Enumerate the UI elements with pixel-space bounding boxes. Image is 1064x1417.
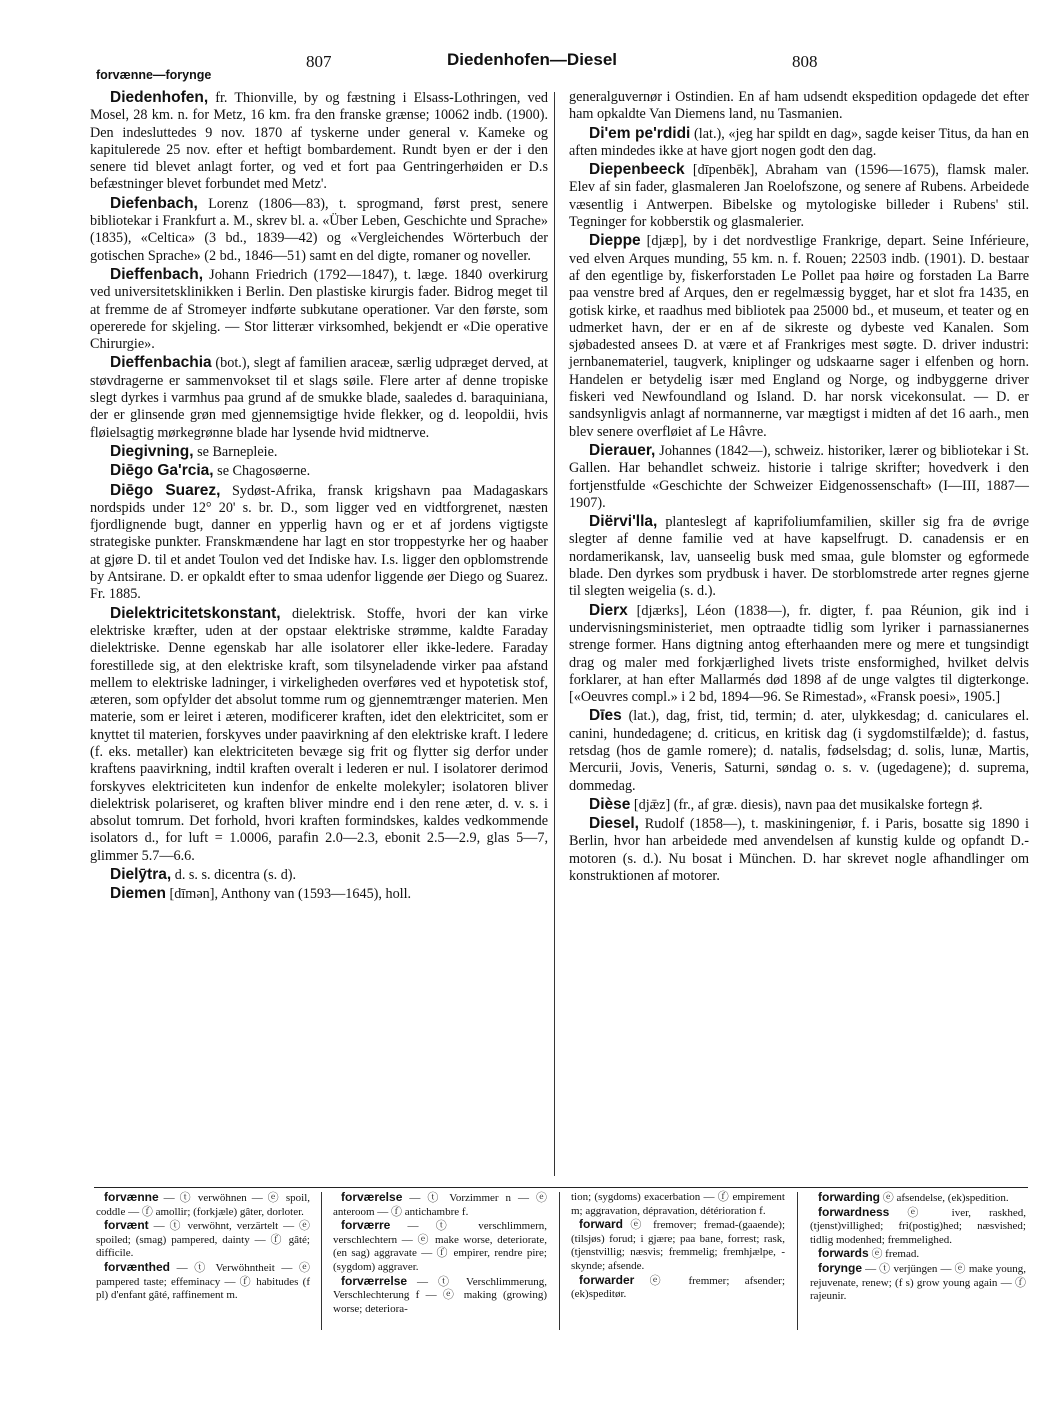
entry-head: Diërvi'lla, xyxy=(589,513,658,531)
entry xyxy=(90,885,548,903)
page-number-left: 807 xyxy=(306,52,332,71)
entry-body: Lorenz (1806—83), t. sprogmand, først prest, senere bibliotekar i Frankfurt a. M., skrev bl. a. «Über Leben, Geschichte und Sprache» (1835), «Celtica» (3 bd., 1839—42) og «Vergleichendes Wörterbuch der gotischen Sprache» (2 bd., 1846—51) samt en del digte, romaner og noveller. xyxy=(90,195,548,264)
footer-entry-head: forværrelse xyxy=(341,1273,408,1288)
footer-entry xyxy=(96,1219,310,1261)
footer-entry-body: — ⓣ verschlimmern, verschlechtern — ⓔ make worse, deteriorate, (en sag) aggravate — ⓕ empirer, rendre pire; (sygdom) aggraver. xyxy=(333,1220,548,1273)
entry-body: (lat.), dag, frist, tid, termin; d. ater, ulykkesdag; d. caniculares el. canini, hundedagene; d. criticus, en kritisk dag (i sygdomstilfælde); d. fastus, retsdag (hos de gamle romere); d. natalis, fødselsdag; d. solis, lunæ, Martis, Mercurii, Jovis, Veneris, Saturni, søndag o. s. v. (ugedagene); d. suprema, dommedag. xyxy=(569,708,1029,794)
footer-column-2 xyxy=(333,1191,547,1316)
footer-rule xyxy=(94,1187,1028,1188)
footer-entry-head: forwarding xyxy=(818,1190,880,1204)
footer-range-label: forvænne—forynge xyxy=(96,68,212,82)
entry xyxy=(569,513,1029,600)
entry-body: [dīmən], Anthony van (1593—1645), holl. xyxy=(169,886,412,903)
entry-body: [djærks], Léon (1838—), fr. digter, f. paa Réunion, gik ind i undervisningsministeriet, men optraadte tidlig som lyriker i parnassianernes strenge former. Hans digtning antog efterhaanden mere og mere et tungsindigt drag og maler med forkjærlighed livets triste ensformighed, hvilket delvis forklarer, at han efter Mallarmés død 1898 af de unge valgtes til digterkonge. [«Oeuvres compl.» i 2 bd, 1894—96. Se Rimestad», «Fransk poesi», 1905.] xyxy=(569,602,1029,706)
footer-entry-body: ⓔ fremad. xyxy=(871,1248,920,1261)
footer-entry xyxy=(810,1191,1026,1206)
entry-head: Diemen xyxy=(110,885,166,903)
footer-divider xyxy=(559,1192,560,1330)
footer-entry xyxy=(333,1219,547,1274)
entry-head: Dieppe xyxy=(589,232,641,250)
footer-entry-head: forvænt xyxy=(104,1218,149,1233)
footer-entry xyxy=(96,1261,310,1303)
footer-entry-body: — ⓣ verwöhnt, verzärtelt — ⓔ spoiled; (smag) pampered, dainty — ⓕ gâté; difficile. xyxy=(96,1220,311,1260)
entry-body: Johann Friedrich (1792—1847), t. læge. 1840 overkirurg ved universitetsklinikken i Berlin. Den plastiske kirurgis fader. Bidrog meget til at fremme de af Stromeyer indførte subkutane operationer. Var den første, som opererede for skjeling. — Stor litterær virksomhed, bekjendt er «Die operative Chirurgie». xyxy=(90,266,549,353)
footer-entry xyxy=(571,1274,785,1302)
entry xyxy=(569,707,1029,794)
entry-head: Diepenbeeck xyxy=(589,161,685,179)
footer-entry-body: ⓔ iver, raskhed, (tjenst)villighed; fri(postig)hed; næsvished; tidlig modenhed; fremmelighed. xyxy=(810,1206,1027,1246)
entry-head: Dieffenbach, xyxy=(110,265,204,283)
entry-head: Dieffenbachia xyxy=(110,354,212,372)
entry xyxy=(90,482,548,604)
entry-head: Di'em pe'rdidi xyxy=(589,124,691,142)
footer-entry-body: — ⓣ verwöhnen — ⓔ spoil, coddle — ⓕ amollir; (forkjæle) gâter, dorloter. xyxy=(96,1192,311,1218)
entry-body: Johannes (1842—), schweiz. historiker, lærer og bibliotekar i St. Gallen. Har behandlet schweiz. historie i talrige skrifter; hovedverk i den fortjenstfulde «Geschichte der Schweizer Eidgenossenschaft» (I—III, 1887—1907). xyxy=(569,442,1029,511)
footer-entry-head: forward xyxy=(579,1217,624,1232)
entry xyxy=(90,89,548,194)
entry xyxy=(569,796,1029,814)
footer-entry-body: ⓔ afsendelse, (ek)spedition. xyxy=(882,1192,1009,1204)
entry xyxy=(569,442,1029,512)
footer-entry-head: forwardness xyxy=(818,1204,890,1219)
footer-entry xyxy=(333,1191,547,1219)
entry-body: (lat.), «jeg har spildt en dag», sagde keiser Titus, da han en aften mindedes ikke at have gjort nogen godt den dag. xyxy=(569,125,1030,159)
entry-head: Dierx xyxy=(589,601,628,619)
left-column xyxy=(90,89,548,905)
footer-entry xyxy=(333,1275,547,1317)
footer-divider xyxy=(797,1192,798,1330)
entry-body: fr. Thionville, by og fæstning i Elsass-Lothringen, ved Mosel, 28 km. n. for Metz, 16 km. fra den franske grænse; 10062 indb. (1900). Den indesluttedes 9 nov. 1870 af tyskerne under general v. Kameke og kapitulerede 25 nov. efter et heftigt bombardement. Rundt byen er der i den senere tid blevet anlagt forter, og ved et fort paa Gentringerhøiden er D.s befæstninger blevet forbundet med Metz'. xyxy=(90,90,548,193)
footer-entry-body: — ⓣ verjüngen — ⓔ make young, rejuvenate, renew; (f s) grow young again — ⓕ rajeunir. xyxy=(810,1262,1026,1303)
entry xyxy=(569,815,1029,885)
footer-entry-body: — ⓣ Vorzimmer n — ⓔ anteroom — ⓕ antichambre f. xyxy=(333,1192,547,1218)
entry-body: Rudolf (1858—), t. maskiningeniør, f. i Paris, bosatte sig 1890 i Berlin, hvor han arbeidede med anvendelsen af kunstig kulde og opfandt D.-motoren (s. d.). Nu bosat i München. D. har skrevet nogle afhandlinger om konstruktionen af motorer. xyxy=(569,816,1030,885)
footer-entry-body: ⓔ fremmer; afsender; (ek)speditør. xyxy=(571,1274,786,1301)
footer-entry-head: forværelse xyxy=(341,1190,403,1204)
entry xyxy=(90,866,548,884)
footer-entry-head: forvænthed xyxy=(104,1259,170,1274)
footer-entry xyxy=(810,1206,1026,1248)
entry-head: Diefenbach, xyxy=(110,194,198,212)
entry xyxy=(90,195,548,265)
entry-head: Diēgo Ga'rcia, xyxy=(110,462,214,480)
footer-entry-head: forvænne xyxy=(104,1190,159,1204)
footer-entry-head: forværre xyxy=(341,1218,391,1233)
entry-body: [dīpenbēk], Abraham van (1596—1675), flamsk maler. Elev af sin fader, glasmaleren Jan Roelofszone, og senere af Rubens. Arbeidede væsentlig i Antwerpen. Bibelske og mytologiske billeder i Rubens' stil. Tegninger for kobberstik og glasmalerier. xyxy=(569,162,1029,231)
footer-divider xyxy=(321,1192,322,1330)
entry xyxy=(90,354,548,441)
footer-column-1 xyxy=(96,1191,310,1303)
entry-body: planteslegt af kaprifoliumfamilien, skiller sig fra de øvrige slegter af denne familie ved at have kapselfrugt. D. canadensis er en nordamerikansk, lav, uanseelig busk med smaa, gule blomster og egformede blade. Den dyrkes som prydbusk i haver. De storblomstrede arter regnes gjerne til slegten weigelia (s. d.). xyxy=(569,514,1029,600)
entry-head: Diēgo Suarez, xyxy=(110,481,221,499)
entry xyxy=(90,462,548,480)
entry-head: Dielȳtra, xyxy=(110,866,172,884)
entry-body: dielektrisk. Stoffe, hvori der kan virke elektriske kræfter, uden at der opstaar elektriske strømme, kaldte Faraday dielektriske. Denne egenskab har alle isolatorer eller ikke-ledere. Faraday forestillede sig, at den elektriske kraft, som tilsyneladende virker paa afstand mellem to elektriske ladninger, i virkeligheden overføres ved et hypotetisk stof, æteren, som opfylder det absolut tomme rum og gjennemtrænger materien. Men materie, som er leiret i æteren, modificerer kraften, idet den elektricitet, som er knyttet til materien, forskyves under paavirkning af den elektriske kraft. I ledere (f. eks. metaller) kan elektriciteten bevæge sig frit og flytter sig derfor under kraftens paavirkning, indtil kraften overalt i lederen er nul. I isolatorer derimod forskyves elektriciteten kun indenfor de enkelte molekyler; isolatoren bliver dielektrisk polariseret, og kraften bliver mindre end i den rene æter, d. v. s. i absolut tomrum. Det forhold, hvori kraften formindskes, kaldes vedkommende isolators d., for luft = 1.0006, parafin 2.0—2.3, ebonit 2.5—2.9, glas 5—7, glimmer 5.7—6.6. xyxy=(90,605,548,864)
column-divider xyxy=(554,92,555,1176)
footer-entry-head: forynge xyxy=(818,1260,863,1275)
entry-head: Diedenhofen, xyxy=(110,89,209,106)
footer-entry-head: forwards xyxy=(818,1246,869,1261)
entry-head: Dīes xyxy=(589,707,622,725)
entry xyxy=(90,605,548,865)
entry xyxy=(90,266,548,353)
entry-head: Diegivning, xyxy=(110,442,194,460)
footer-entry xyxy=(810,1247,1026,1262)
entry-body: generalguvernør i Ostindien. En af ham udsendt ekspedition opdagede det efter ham opkaldte Van Diemens land, nu Tasmanien. xyxy=(569,89,1029,123)
footer-entry-body: — ⓣ Verwöhntheit — ⓔ pampered taste; effeminacy — ⓕ habitudes (f pl) d'enfant gâté, raffinement m. xyxy=(96,1261,311,1302)
entry-head: Dierauer, xyxy=(589,441,656,459)
footer-column-3 xyxy=(571,1191,785,1302)
entry-body: se Barnepleie. xyxy=(197,443,278,460)
entry xyxy=(569,602,1029,707)
footer-entry xyxy=(810,1262,1026,1304)
page-number-right: 808 xyxy=(792,52,818,71)
entry-head: Dièse xyxy=(589,795,631,813)
entry xyxy=(569,89,1029,124)
footer-entry xyxy=(571,1191,785,1218)
right-column xyxy=(569,89,1029,886)
entry xyxy=(90,443,548,461)
entry-head: Diesel, xyxy=(589,815,639,833)
page-title: Diedenhofen—Diesel xyxy=(446,50,618,69)
entry-body: Sydøst-Afrika, fransk krigshavn paa Madagaskars nordspids under 12° 20' s. br. D., som ligger ved en vidtforgrenet, næsten fjordlignende bugt, danner en ypperlig havn og er et af jordens vigtigste strategiske punkter. Franskmændene har lagt en stor troppestyrke her og haaber at gjøre D. til et andet Toulon ved det Indiske hav. I.s. ligger den opblomstrende by Antsirane. D. er opkaldt efter to smaa udenfor liggende øer Diego og Suarez. Fr. 1885. xyxy=(90,482,549,603)
footer-entry-body: — ⓣ Verschlimmerung, Verschlechterung f — ⓔ making (growing) worse; deteriora- xyxy=(333,1275,547,1315)
footer-entry-body: tion; (sygdoms) exacerbation — ⓕ empirement m; aggravation, dépravation, détérioration f. xyxy=(571,1191,785,1217)
entry xyxy=(569,232,1029,441)
entry-body: (bot.), slegt af familien araceæ, særlig udpræget derved, at støvdragerne er sammenvokset til et slags søile. Flere arter af denne tropiske slegt dyrkes i varmhus paa grund af de smukke blade, saaledes d. baraquiniana, der er glinsende grøn med gjennemsigtige hvide flekker, og d. leopoldii, hvis fløielsagtig mørkegrønne blade har lysende hvid midtnerve. xyxy=(90,355,549,441)
entry xyxy=(569,161,1029,231)
entry-body: [djǣz] (fr., af græ. diesis), navn paa det musikalske fortegn ♯. xyxy=(633,796,983,813)
entry xyxy=(569,125,1029,161)
entry-body: se Chagosøerne. xyxy=(217,463,311,480)
footer-entry-body: ⓔ fremover; fremad-(gaaende); (tilsjøs) forud; i gjære; paa bane, forrest; rask, (tjenstvillig; næsvis; fremmelig; fremhjælpe, -skynde; afsende. xyxy=(571,1219,786,1272)
footer-column-4 xyxy=(810,1191,1026,1304)
footer-entry-head: forwarder xyxy=(579,1272,635,1287)
entry-body: [djæp], by i det nordvestlige Frankrige, depart. Seine Inférieure, ved elven Arques munding, 55 km. n. f. Rouen; 22503 indb. (1901). D. bestaar af den egentlige by, fiskerforstaden Le Pollet paa høire og forstaden La Barre paa venstre bred af Arques, den er regelmæssig bygget, har et slot fra 1435, en gotisk kirke, et raadhus med bibliotek paa 25000 bd., et museum, et teater og en udmerket havn, der er en af de sikreste og dybeste ved Kanalen. Som sjøbadested ansees D. at være et af Frankriges mest søgte. D. driver industri: jernbanemateriel, taugverk, kniplinger og udskaarne sager i elfenben og horn. Handelen er betydelig især med England og Norge, og indbyggerne driver fiskeri ved Newfoundland og Island. D. har norsk vicekonsulat. — D. er sandsynligvis anlagt af normannerne, var mægtigst i midten af det 16 aarh., men blev senere overfløiet af Le Hâvre. xyxy=(569,233,1029,440)
entry-body: d. s. s. dicentra (s. d). xyxy=(174,867,297,884)
footer-entry xyxy=(571,1218,785,1273)
footer-entry xyxy=(96,1191,310,1219)
entry-head: Dielektricitetskonstant, xyxy=(110,604,281,622)
